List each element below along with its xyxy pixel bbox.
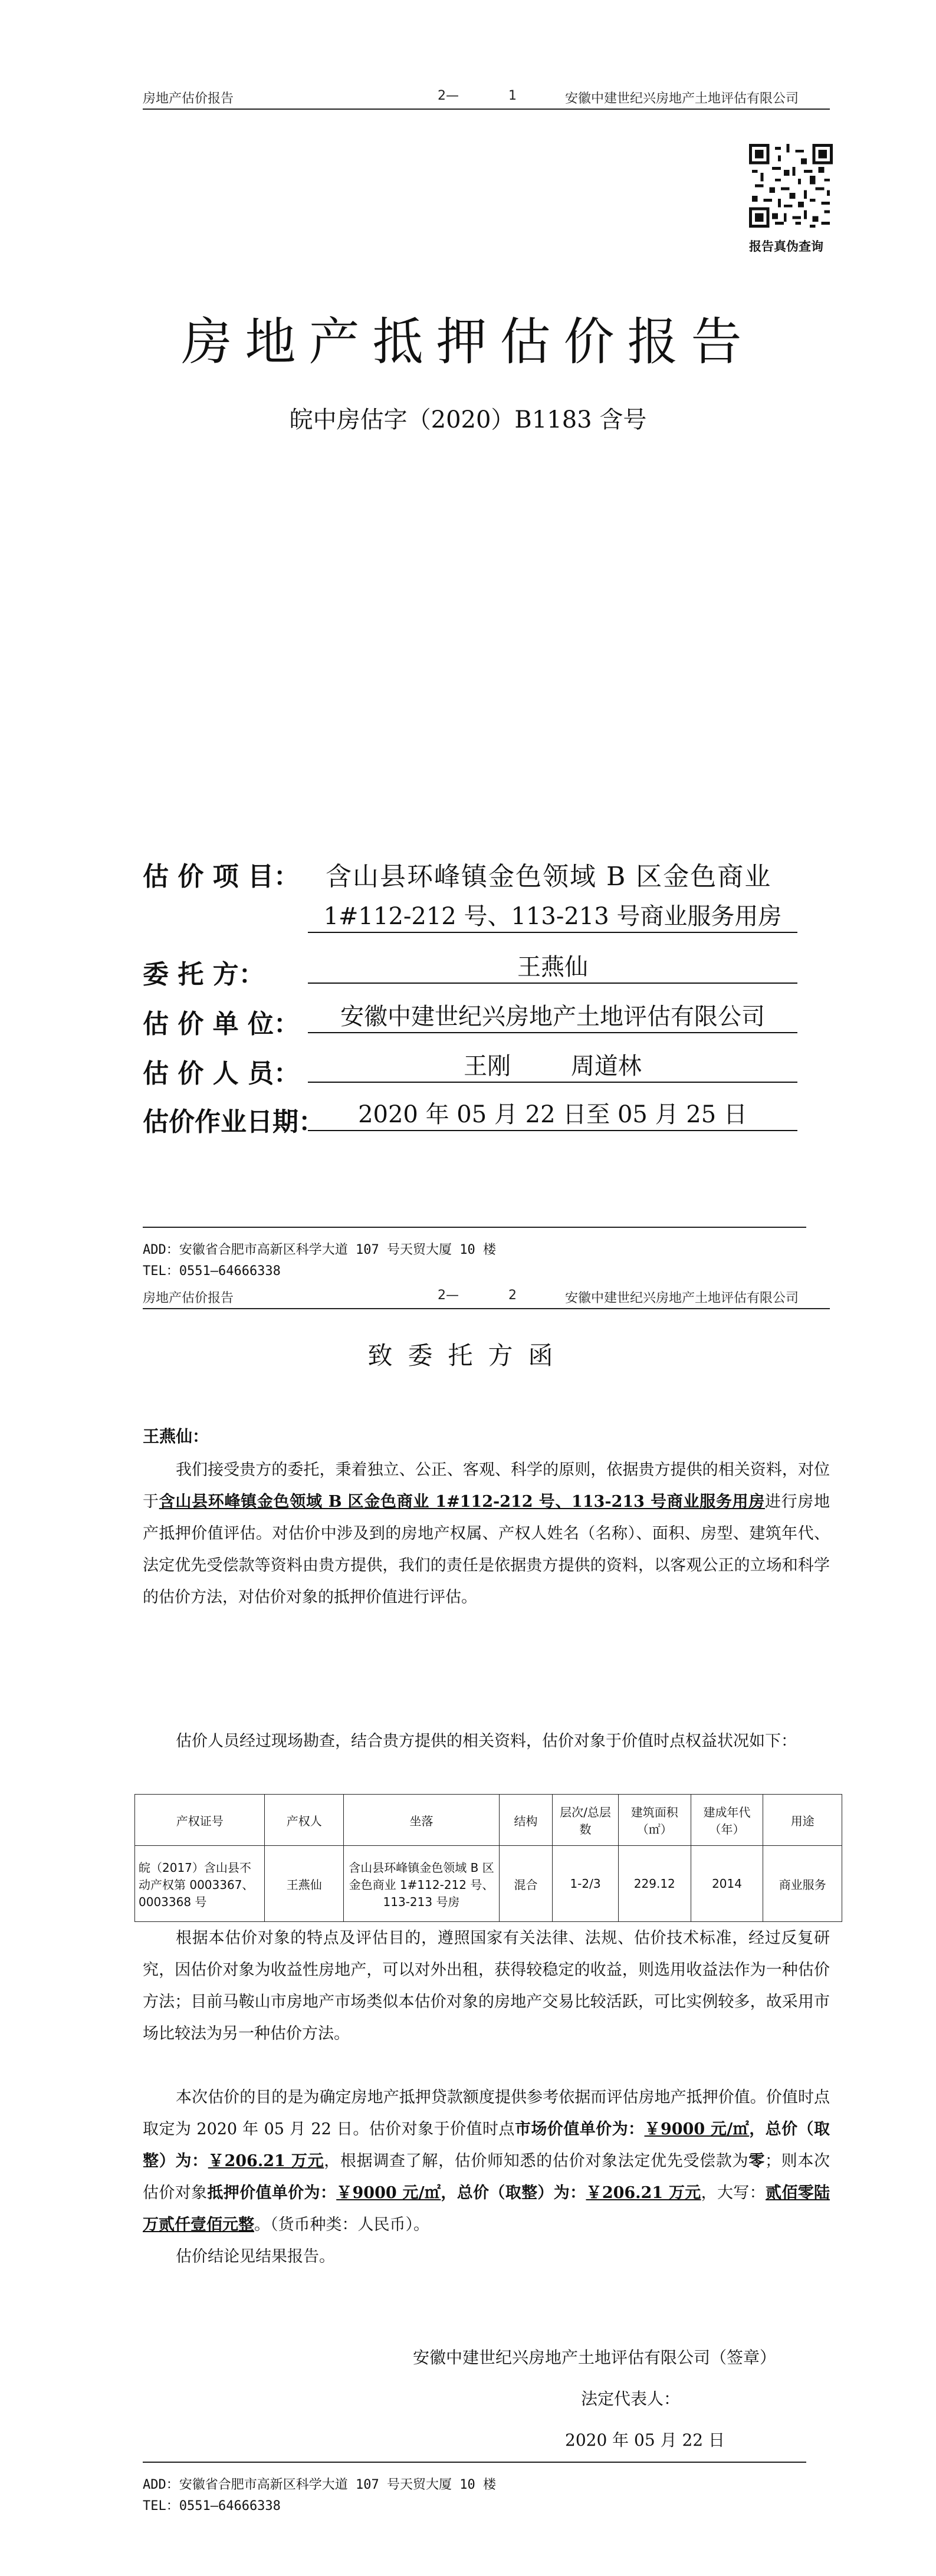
property-location: 含山县环峰镇金色领域 B 区金色商业 1#112-212 号、113-213 号商业服务用房 (159, 1493, 765, 1511)
signature-date: 2020 年 05 月 22 日 (565, 2430, 725, 2450)
paragraph-5: 估价结论见结果报告。 (176, 2248, 335, 2266)
market-total-price: ￥206.21 万元 (208, 2152, 324, 2170)
property-rights-table (134, 1794, 842, 1922)
table-header-row (135, 1795, 842, 1846)
capital-label: ，大写： (701, 2184, 766, 2202)
table-cell: 2014 (691, 1846, 763, 1922)
mortgage-total-label: 总价（取整）为： (456, 2184, 586, 2202)
table-header-cell: 建筑面积（㎡） (618, 1795, 691, 1846)
page1-footer-rule (143, 1227, 806, 1228)
table-cell: 229.12 (618, 1846, 691, 1922)
page2-footer-rule (143, 2462, 806, 2463)
signature-representative: 法定代表人： (581, 2389, 681, 2409)
capital-amount: 贰佰零陆万贰仟壹佰元整 (143, 2184, 830, 2234)
page1-header-left: 房地产估价报告 (143, 91, 234, 106)
paragraph-4-then: ；则本次估价对象 (143, 2152, 830, 2202)
qr-code-icon (749, 144, 833, 228)
project-line-2: 1#112-212 号、113-213 号商业服务用房 (308, 901, 797, 933)
table-header-cell: 坐落 (344, 1795, 500, 1846)
paragraph-2: 估价人员经过现场勘查，结合贵方提供的相关资料，估价对象于价值时点权益状况如下： (176, 1732, 797, 1750)
signature-company: 安徽中建世纪兴房地产土地评估有限公司（签章） (413, 2348, 777, 2367)
table-cell: 1-2/3 (553, 1846, 619, 1922)
page1-footer-phone: TEL：0551—64666338 (143, 1264, 281, 1279)
market-total-label: 总价（取整）为： (143, 2120, 830, 2170)
currency-note: 。（货币种类：人民币）。 (254, 2216, 429, 2234)
paragraph-1-rest: 进行房地产抵押价值评估。对估价中涉及到的房地产权属、产权人姓名（名称）、面积、房型、建筑年代、法定优先受偿款等资料由贵方提供，我们的责任是依据贵方提供的资料，以客观公正的立场和科学的估价方法，对估价对象的抵押价值进行评估。 (143, 1493, 830, 1606)
market-unit-price-label: 市场价值单价为： (514, 2120, 645, 2138)
page1-header-page-prefix: 2— (438, 88, 459, 103)
table-header-cell: 用途 (763, 1795, 842, 1846)
page2-header-rule (143, 1308, 830, 1309)
separator: ， (441, 2184, 457, 2202)
work-date-label: 估价作业日期： (143, 1107, 324, 1137)
page2-footer-address: ADD：安徽省合肥市高新区科学大道 107 号天贸大厦 10 楼 (143, 2478, 496, 2492)
project-line-1: 含山县环峰镇金色领域 B 区金色商业 (326, 862, 772, 892)
qr-caption: 报告真伪查询 (749, 239, 823, 254)
table-cell: 商业服务 (763, 1846, 842, 1922)
work-date-value: 2020 年 05 月 22 日至 05 月 25 日 (308, 1099, 797, 1131)
page2-header-right: 安徽中建世纪兴房地产土地评估有限公司 (565, 1291, 799, 1306)
priority-amount: 零 (748, 2152, 765, 2170)
letter-title: 致委托方函 (367, 1341, 569, 1370)
report-number: 皖中房估字（2020）B1183 含号 (289, 406, 647, 433)
report-title: 房地产抵押估价报告 (181, 313, 755, 372)
page1-header-rule (143, 109, 830, 110)
table-header-cell: 层次/总层数 (553, 1795, 619, 1846)
salutation: 王燕仙： (143, 1427, 209, 1446)
appraisal-unit-value: 安徽中建世纪兴房地产土地评估有限公司 (308, 1001, 797, 1033)
table-row (135, 1846, 842, 1922)
table-cell: 混合 (499, 1846, 552, 1922)
mortgage-unit-price-label: 抵押价值单价为： (207, 2184, 337, 2202)
appraiser-label: 估 价 人 员： (143, 1059, 300, 1089)
market-unit-price: ￥9000 元/㎡ (644, 2120, 750, 2138)
paragraph-4-intro: 本次估价的目的是为确定房地产抵押贷款额度提供参考依据而评估房地产抵押价值。价值时点取定为 2020 年 05 月 22 日。估价对象于价值时点 (143, 2088, 830, 2138)
appraiser-value: 王刚 周道林 (308, 1051, 797, 1083)
paragraph-4-priority: ，根据调查了解，估价师知悉的估价对象法定优先受偿款为 (324, 2152, 749, 2170)
paragraph-1-intro: 我们接受贵方的委托，秉着独立、公正、客观、科学的原则，依据贵方提供的相关资料，对位于 (143, 1461, 830, 1511)
project-label: 估 价 项 目： (143, 862, 300, 892)
mortgage-unit-price: ￥9000 元/㎡ (336, 2184, 441, 2202)
page2-header-page-number: 2 (508, 1288, 517, 1303)
page2-header-page-prefix: 2— (438, 1288, 459, 1303)
paragraph-3: 根据本估价对象的特点及评估目的，遵照国家有关法律、法规、估价技术标准，经过反复研究，因估价对象为收益性房地产，可以对外出租，获得较稳定的收益，则选用收益法作为一种估价方法；目前马鞍山市房地产市场类似本估价对象的房地产交易比较活跃，可比实例较多，故采用市场比较法为另一种估价方法。 (143, 1929, 830, 2043)
page2-footer-phone: TEL：0551—64666338 (143, 2499, 281, 2513)
table-cell: 含山县环峰镇金色领域 B 区金色商业 1#112-212 号、113-213 号房 (344, 1846, 500, 1922)
page2-header-left: 房地产估价报告 (143, 1291, 234, 1306)
client-label: 委 托 方： (143, 960, 265, 990)
page1-header-right: 安徽中建世纪兴房地产土地评估有限公司 (565, 91, 799, 106)
paragraph-4 (143, 2082, 830, 2241)
table-cell: 皖（2017）含山县不动产权第 0003367、0003368 号 (135, 1846, 265, 1922)
appraisal-unit-label: 估 价 单 位： (143, 1009, 300, 1039)
paragraph-1 (143, 1454, 830, 1614)
page1-header-page-number: 1 (508, 88, 517, 103)
table-header-cell: 建成年代（年） (691, 1795, 763, 1846)
mortgage-total-price: ￥206.21 万元 (586, 2184, 701, 2202)
table-header-cell: 产权证号 (135, 1795, 265, 1846)
separator: ， (749, 2120, 766, 2138)
page1-footer-address: ADD：安徽省合肥市高新区科学大道 107 号天贸大厦 10 楼 (143, 1243, 496, 1257)
table-header-cell: 产权人 (265, 1795, 344, 1846)
client-value: 王燕仙 (308, 952, 797, 984)
table-cell: 王燕仙 (265, 1846, 344, 1922)
table-header-cell: 结构 (499, 1795, 552, 1846)
